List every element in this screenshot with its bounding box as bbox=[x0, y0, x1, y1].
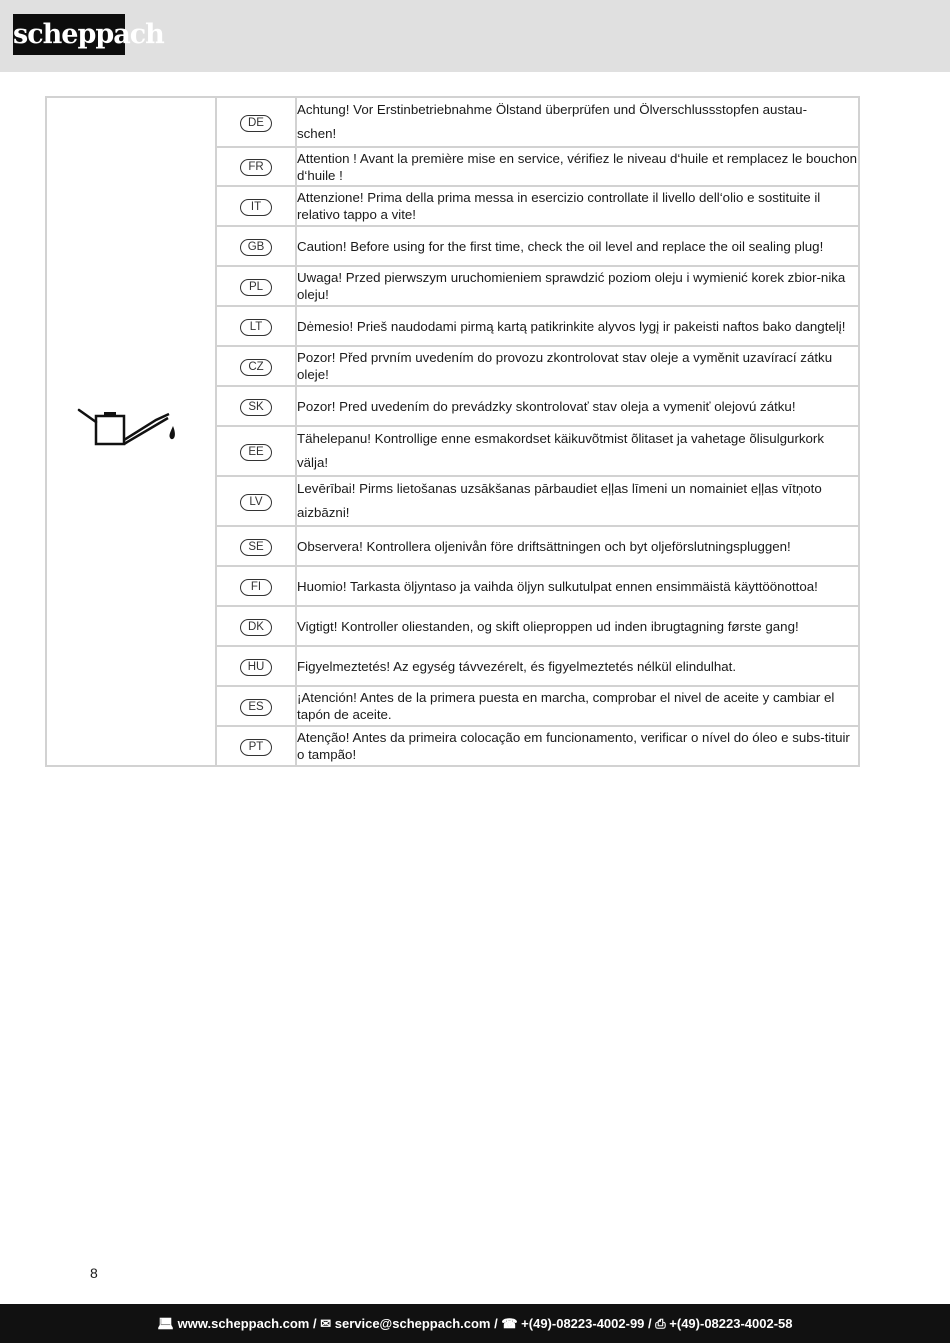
language-code-cell bbox=[216, 147, 296, 186]
footer-email[interactable]: service@scheppach.com bbox=[334, 1316, 491, 1331]
table-body bbox=[46, 97, 859, 766]
language-code-badge: ES bbox=[240, 699, 272, 716]
language-code-cell bbox=[216, 686, 296, 726]
contact-footer: 💻︎ www.scheppach.com / ✉︎ service@scheppach.com / ☎ +(49)-08223-4002-99 / ⎙ +(49)-08223-4002-58 bbox=[0, 1304, 950, 1343]
warning-text: Pozor! Před prvním uvedením do provozu zkontrolovat stav oleje a vyměnit uzavírací zátku oleje! bbox=[296, 346, 859, 386]
language-code-badge: DE bbox=[240, 115, 272, 132]
language-code-cell bbox=[216, 386, 296, 426]
warning-text: Huomio! Tarkasta öljyntaso ja vaihda öljyn sulkutulpat ennen ensimmäistä käyttöönottoa! bbox=[296, 566, 859, 606]
language-code-badge: IT bbox=[240, 199, 272, 216]
warning-text: Pozor! Pred uvedením do prevádzky skontrolovať stav oleja a vymeniť olejovú zátku! bbox=[296, 386, 859, 426]
warning-text: Figyelmeztetés! Az egység távvezérelt, és figyelmeztetés nélkül elindulhat. bbox=[296, 646, 859, 686]
language-code-badge: HU bbox=[240, 659, 272, 676]
warning-text: Dėmesio! Prieš naudodami pirmą kartą patikrinkite alyvos lygį ir pakeisti naftos bako dangtelį! bbox=[296, 306, 859, 346]
language-code-badge: PT bbox=[240, 739, 272, 756]
language-code-badge: EE bbox=[240, 444, 272, 461]
warning-text: ¡Atención! Antes de la primera puesta en marcha, comprobar el nivel de aceite y cambiar el tapón de aceite. bbox=[296, 686, 859, 726]
language-code-badge: GB bbox=[240, 239, 272, 256]
language-code-badge: LV bbox=[240, 494, 272, 511]
warning-text: Attention ! Avant la première mise en service, vérifiez le niveau d‘huile et remplacez le bouchon d‘huile ! bbox=[296, 147, 859, 186]
warning-text: Uwaga! Przed pierwszym uruchomieniem sprawdzić poziom oleju i wymienić korek zbior-nika oleju! bbox=[296, 266, 859, 306]
language-code-badge: PL bbox=[240, 279, 272, 296]
warning-text: Tähelepanu! Kontrollige enne esmakordset käikuvõtmist õlitaset ja vahetage õlisulgurkork välja! bbox=[296, 426, 859, 476]
language-code-cell bbox=[216, 606, 296, 646]
language-code-cell bbox=[216, 526, 296, 566]
language-code-cell bbox=[216, 186, 296, 226]
oil-can-icon bbox=[76, 406, 186, 452]
language-code-cell bbox=[216, 426, 296, 476]
language-code-badge: LT bbox=[240, 319, 272, 336]
fax-icon: ⎙ bbox=[655, 1316, 666, 1331]
warning-text: Levērībai! Pirms lietošanas uzsākšanas pārbaudiet eļļas līmeni un nomainiet eļļas vītņoto aizbāzni! bbox=[296, 476, 859, 526]
footer-phone: +(49)-08223-4002-99 bbox=[521, 1316, 645, 1331]
language-code-badge: DK bbox=[240, 619, 272, 636]
language-code-badge: SE bbox=[240, 539, 272, 556]
language-code-badge: SK bbox=[240, 399, 272, 416]
language-code-cell bbox=[216, 266, 296, 306]
language-code-cell bbox=[216, 346, 296, 386]
language-code-badge: FR bbox=[240, 159, 272, 176]
language-code-badge: CZ bbox=[240, 359, 272, 376]
page-number: 8 bbox=[90, 1265, 98, 1281]
language-code-cell bbox=[216, 97, 296, 147]
warning-text: Observera! Kontrollera oljenivån före driftsättningen och byt oljeförslutningspluggen! bbox=[296, 526, 859, 566]
footer-website[interactable]: www.scheppach.com bbox=[177, 1316, 310, 1331]
warning-text: Attenzione! Prima della prima messa in esercizio controllate il livello dell‘olio e sostituite il relativo tappo a vite! bbox=[296, 186, 859, 226]
language-code-cell bbox=[216, 726, 296, 766]
language-code-badge: FI bbox=[240, 579, 272, 596]
language-code-cell bbox=[216, 226, 296, 266]
mail-icon: ✉︎ bbox=[320, 1316, 332, 1331]
warning-text: Caution! Before using for the first time, check the oil level and replace the oil sealing plug! bbox=[296, 226, 859, 266]
oil-can-icon-cell bbox=[46, 97, 216, 766]
language-code-cell bbox=[216, 306, 296, 346]
warning-text: Vigtigt! Kontroller oliestanden, og skift olieproppen ud inden ibrugtagning første gang! bbox=[296, 606, 859, 646]
oil-warning-table bbox=[45, 96, 860, 767]
language-code-cell bbox=[216, 646, 296, 686]
brand-logo: scheppach bbox=[13, 14, 125, 55]
computer-icon: 💻︎ bbox=[157, 1316, 174, 1331]
phone-icon: ☎ bbox=[501, 1316, 518, 1331]
warning-text: Atenção! Antes da primeira colocação em funcionamento, verificar o nível do óleo e subs-tituir o tampão! bbox=[296, 726, 859, 766]
footer-fax: +(49)-08223-4002-58 bbox=[669, 1316, 793, 1331]
warning-text: Achtung! Vor Erstinbetriebnahme Ölstand überprüfen und Ölverschlussstopfen austau- schen! bbox=[296, 97, 859, 147]
page-header bbox=[0, 0, 950, 72]
table-row bbox=[46, 97, 859, 147]
language-code-cell bbox=[216, 476, 296, 526]
language-code-cell bbox=[216, 566, 296, 606]
